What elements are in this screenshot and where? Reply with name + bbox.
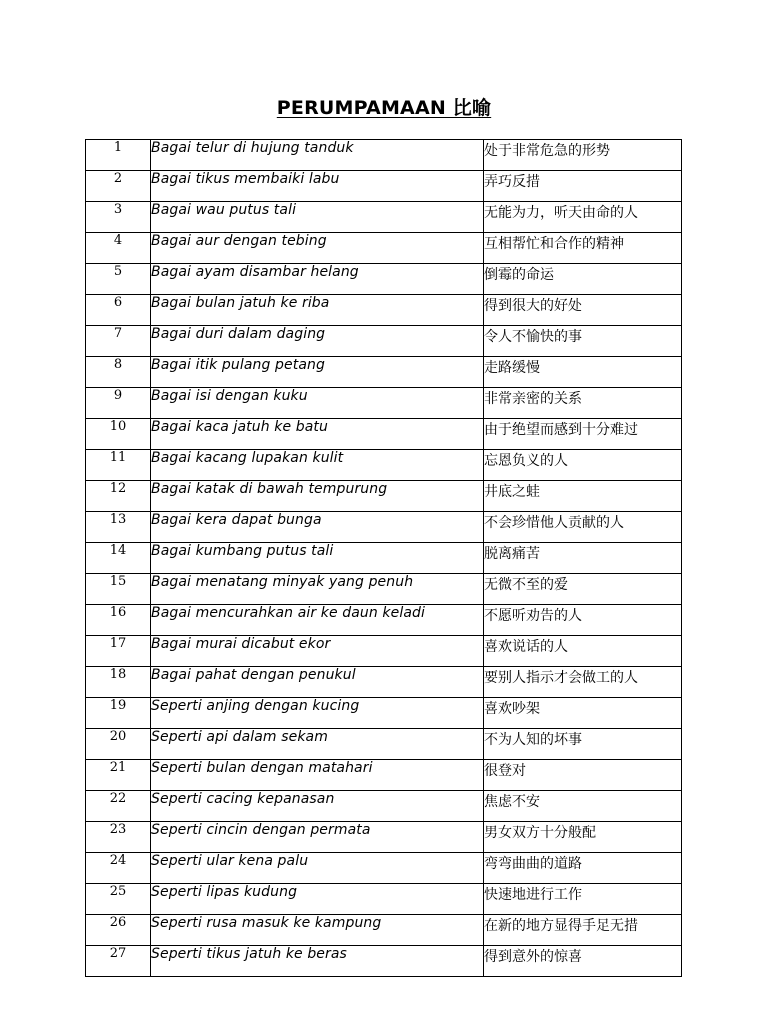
table-row [86, 822, 682, 853]
malay-proverb: Bagai kaca jatuh ke batu [151, 419, 484, 450]
table-row [86, 946, 682, 977]
chinese-meaning: 得到很大的好处 [484, 295, 682, 326]
row-number: 4 [86, 233, 151, 264]
chinese-meaning: 很登对 [484, 760, 682, 791]
table-row [86, 450, 682, 481]
malay-proverb: Seperti rusa masuk ke kampung [151, 915, 484, 946]
malay-proverb: Bagai murai dicabut ekor [151, 636, 484, 667]
table-row [86, 512, 682, 543]
table-row [86, 667, 682, 698]
chinese-meaning: 在新的地方显得手足无措 [484, 915, 682, 946]
chinese-meaning: 不会珍惜他人贡献的人 [484, 512, 682, 543]
chinese-meaning: 无微不至的爱 [484, 574, 682, 605]
table-row [86, 481, 682, 512]
malay-proverb: Bagai pahat dengan penukul [151, 667, 484, 698]
malay-proverb: Seperti cacing kepanasan [151, 791, 484, 822]
malay-proverb: Bagai kacang lupakan kulit [151, 450, 484, 481]
table-row [86, 388, 682, 419]
row-number: 21 [86, 760, 151, 791]
malay-proverb: Bagai katak di bawah tempurung [151, 481, 484, 512]
malay-proverb: Bagai wau putus tali [151, 202, 484, 233]
chinese-meaning: 男女双方十分般配 [484, 822, 682, 853]
table-row [86, 202, 682, 233]
row-number: 20 [86, 729, 151, 760]
malay-proverb: Bagai itik pulang petang [151, 357, 484, 388]
chinese-meaning: 脱离痛苦 [484, 543, 682, 574]
chinese-meaning: 倒霉的命运 [484, 264, 682, 295]
proverb-table [85, 139, 682, 977]
table-row [86, 326, 682, 357]
row-number: 13 [86, 512, 151, 543]
chinese-meaning: 处于非常危急的形势 [484, 140, 682, 171]
chinese-meaning: 快速地进行工作 [484, 884, 682, 915]
table-row [86, 853, 682, 884]
row-number: 3 [86, 202, 151, 233]
row-number: 14 [86, 543, 151, 574]
chinese-meaning: 井底之蛙 [484, 481, 682, 512]
chinese-meaning: 忘恩负义的人 [484, 450, 682, 481]
table-row [86, 543, 682, 574]
malay-proverb: Bagai isi dengan kuku [151, 388, 484, 419]
row-number: 1 [86, 140, 151, 171]
malay-proverb: Bagai duri dalam daging [151, 326, 484, 357]
malay-proverb: Seperti lipas kudung [151, 884, 484, 915]
chinese-meaning: 非常亲密的关系 [484, 388, 682, 419]
row-number: 24 [86, 853, 151, 884]
row-number: 27 [86, 946, 151, 977]
proverb-table-body [86, 140, 682, 977]
chinese-meaning: 由于绝望而感到十分难过 [484, 419, 682, 450]
row-number: 16 [86, 605, 151, 636]
row-number: 8 [86, 357, 151, 388]
table-row [86, 884, 682, 915]
malay-proverb: Bagai kera dapat bunga [151, 512, 484, 543]
malay-proverb: Seperti bulan dengan matahari [151, 760, 484, 791]
row-number: 7 [86, 326, 151, 357]
row-number: 17 [86, 636, 151, 667]
chinese-meaning: 要别人指示才会做工的人 [484, 667, 682, 698]
row-number: 15 [86, 574, 151, 605]
malay-proverb: Seperti ular kena palu [151, 853, 484, 884]
table-row [86, 264, 682, 295]
malay-proverb: Bagai aur dengan tebing [151, 233, 484, 264]
chinese-meaning: 无能为力，听天由命的人 [484, 202, 682, 233]
table-row [86, 636, 682, 667]
chinese-meaning: 走路缓慢 [484, 357, 682, 388]
table-row [86, 574, 682, 605]
table-row [86, 171, 682, 202]
page-title: PERUMPAMAAN 比喻 [276, 97, 492, 119]
table-row [86, 915, 682, 946]
chinese-meaning: 互相帮忙和合作的精神 [484, 233, 682, 264]
row-number: 9 [86, 388, 151, 419]
chinese-meaning: 喜欢说话的人 [484, 636, 682, 667]
malay-proverb: Seperti cincin dengan permata [151, 822, 484, 853]
chinese-meaning: 不愿听劝告的人 [484, 605, 682, 636]
table-row [86, 419, 682, 450]
malay-proverb: Bagai telur di hujung tanduk [151, 140, 484, 171]
row-number: 6 [86, 295, 151, 326]
row-number: 23 [86, 822, 151, 853]
row-number: 2 [86, 171, 151, 202]
chinese-meaning: 喜欢吵架 [484, 698, 682, 729]
malay-proverb: Bagai menatang minyak yang penuh [151, 574, 484, 605]
table-row [86, 295, 682, 326]
row-number: 22 [86, 791, 151, 822]
row-number: 5 [86, 264, 151, 295]
chinese-meaning: 焦虑不安 [484, 791, 682, 822]
table-row [86, 729, 682, 760]
malay-proverb: Bagai ayam disambar helang [151, 264, 484, 295]
malay-proverb: Seperti api dalam sekam [151, 729, 484, 760]
malay-proverb: Seperti tikus jatuh ke beras [151, 946, 484, 977]
malay-proverb: Bagai kumbang putus tali [151, 543, 484, 574]
row-number: 11 [86, 450, 151, 481]
row-number: 25 [86, 884, 151, 915]
malay-proverb: Bagai tikus membaiki labu [151, 171, 484, 202]
chinese-meaning: 不为人知的坏事 [484, 729, 682, 760]
chinese-meaning: 弯弯曲曲的道路 [484, 853, 682, 884]
table-row [86, 791, 682, 822]
malay-proverb: Bagai mencurahkan air ke daun keladi [151, 605, 484, 636]
row-number: 12 [86, 481, 151, 512]
table-row [86, 357, 682, 388]
table-row [86, 605, 682, 636]
chinese-meaning: 弄巧反措 [484, 171, 682, 202]
table-row [86, 233, 682, 264]
row-number: 19 [86, 698, 151, 729]
table-row [86, 760, 682, 791]
malay-proverb: Bagai bulan jatuh ke riba [151, 295, 484, 326]
table-row [86, 140, 682, 171]
table-row [86, 698, 682, 729]
malay-proverb: Seperti anjing dengan kucing [151, 698, 484, 729]
chinese-meaning: 得到意外的惊喜 [484, 946, 682, 977]
row-number: 10 [86, 419, 151, 450]
row-number: 26 [86, 915, 151, 946]
row-number: 18 [86, 667, 151, 698]
chinese-meaning: 令人不愉快的事 [484, 326, 682, 357]
